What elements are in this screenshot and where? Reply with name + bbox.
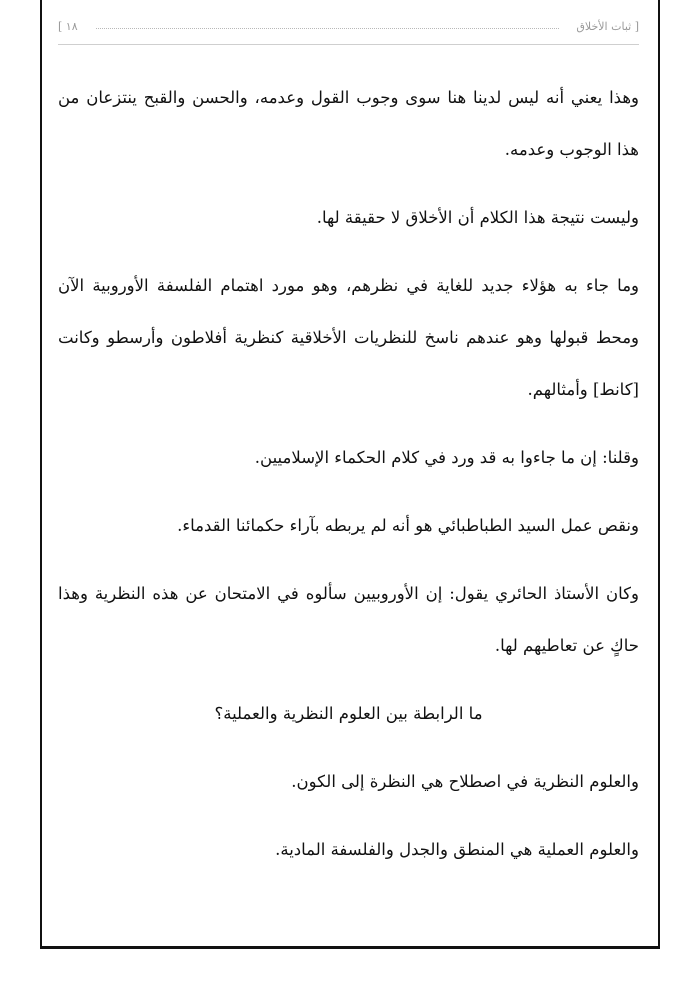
page-number: ١٨ ]	[58, 20, 78, 33]
paragraph: والعلوم العملية هي المنطق والجدل والفلسفة المادية.	[275, 840, 639, 859]
paragraph: ونقص عمل السيد الطباطبائي هو أنه لم يربطه بآراء حكمائنا القدماء.	[177, 516, 639, 535]
header-dot-leader	[96, 28, 559, 29]
page-body	[58, 72, 639, 892]
paragraph: وهذا يعني أنه ليس لدينا هنا سوى وجوب القول وعدمه، والحسن والقبح ينتزعان من هذا الوجوب وعدمه.	[58, 88, 639, 159]
paragraph: وما جاء به هؤلاء جديد للغاية في نظرهم، وهو مورد اهتمام الفلسفة الأوروبية الآن ومحط قبولها وهو عندهم ناسخ للنظريات الأخلاقية كنظرية أفلاطون وأرسطو وكانت [كانط] وأمثالهم.	[58, 276, 639, 399]
paragraph: وليست نتيجة هذا الكلام أن الأخلاق لا حقيقة لها.	[316, 208, 639, 227]
paragraph: والعلوم النظرية في اصطلاح هي النظرة إلى الكون.	[291, 772, 639, 791]
section-heading: ما الرابطة بين العلوم النظرية والعملية؟	[214, 704, 483, 723]
paragraph: وقلنا: إن ما جاءوا به قد ورد في كلام الحكماء الإسلاميين.	[254, 448, 639, 467]
paragraph: وكان الأستاذ الحائري يقول: إن الأوروبيين سألوه في الامتحان عن هذه النظرية وهذا حاكٍ عن تعاطيهم لها.	[58, 584, 639, 655]
running-header	[58, 16, 639, 38]
header-rule	[58, 44, 639, 45]
header-title: [ ثبات الأخلاق	[576, 20, 639, 33]
